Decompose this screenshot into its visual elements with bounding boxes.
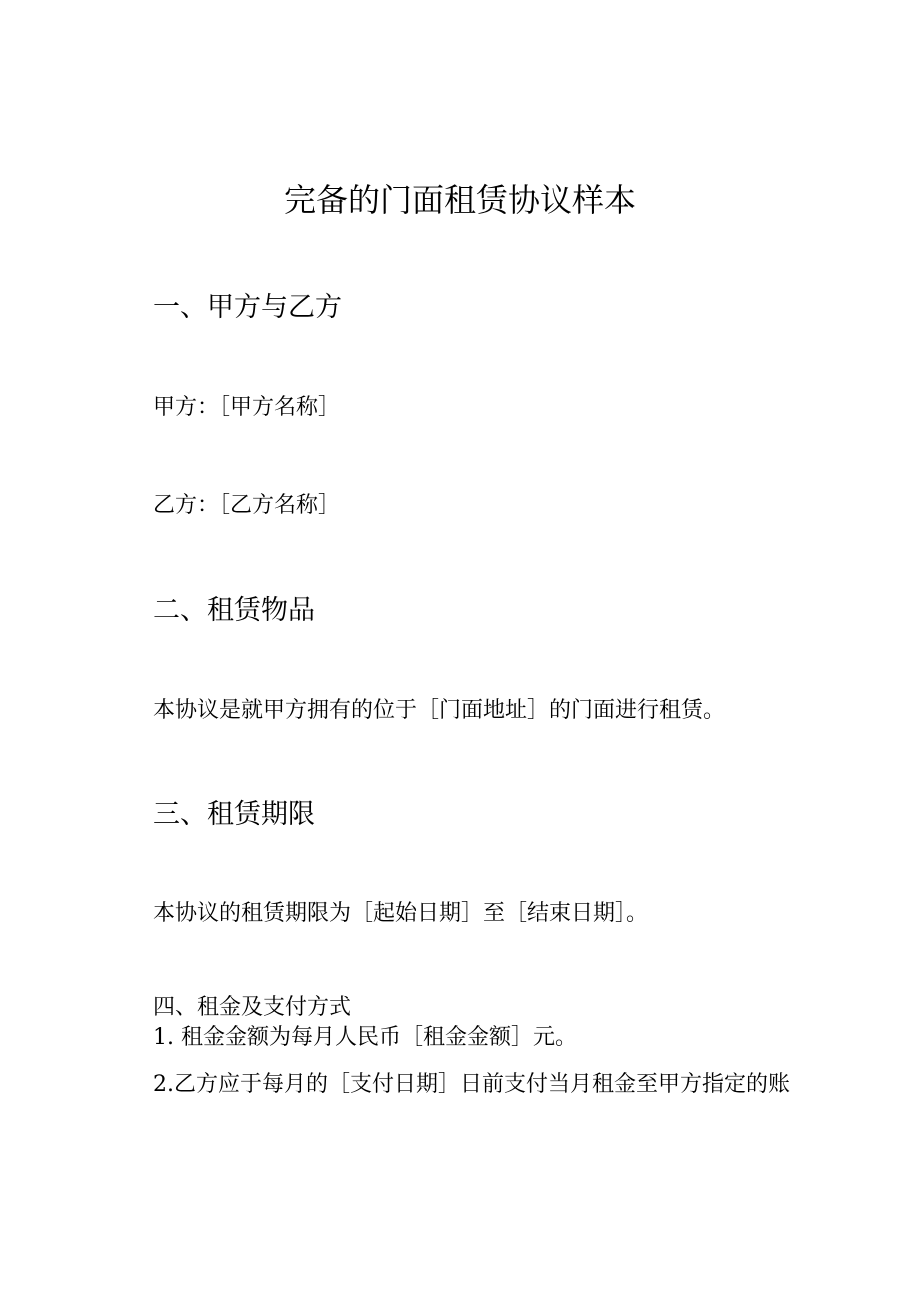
- section-heading-leased-item: 二、租赁物品: [153, 595, 315, 626]
- rent-item-1: 1. 租金金额为每月人民币［租金金额］元。: [153, 1025, 577, 1050]
- party-a-line: 甲方：［甲方名称］: [153, 395, 341, 420]
- section-heading-lease-term: 三、租赁期限: [153, 799, 315, 830]
- lease-term-paragraph: 本协议的租赁期限为［起始日期］至［结束日期］。: [153, 901, 649, 926]
- party-b-line: 乙方：［乙方名称］: [153, 493, 341, 518]
- section-heading-parties: 一、甲方与乙方: [153, 292, 342, 323]
- rent-item-2: 2.乙方应于每月的［支付日期］日前支付当月租金至甲方指定的账: [153, 1072, 790, 1097]
- leased-item-paragraph: 本协议是就甲方拥有的位于［门面地址］的门面进行租赁。: [153, 698, 726, 723]
- section-heading-rent-payment: 四、租金及支付方式: [153, 995, 352, 1020]
- document-title: 完备的门面租赁协议样本: [283, 181, 636, 219]
